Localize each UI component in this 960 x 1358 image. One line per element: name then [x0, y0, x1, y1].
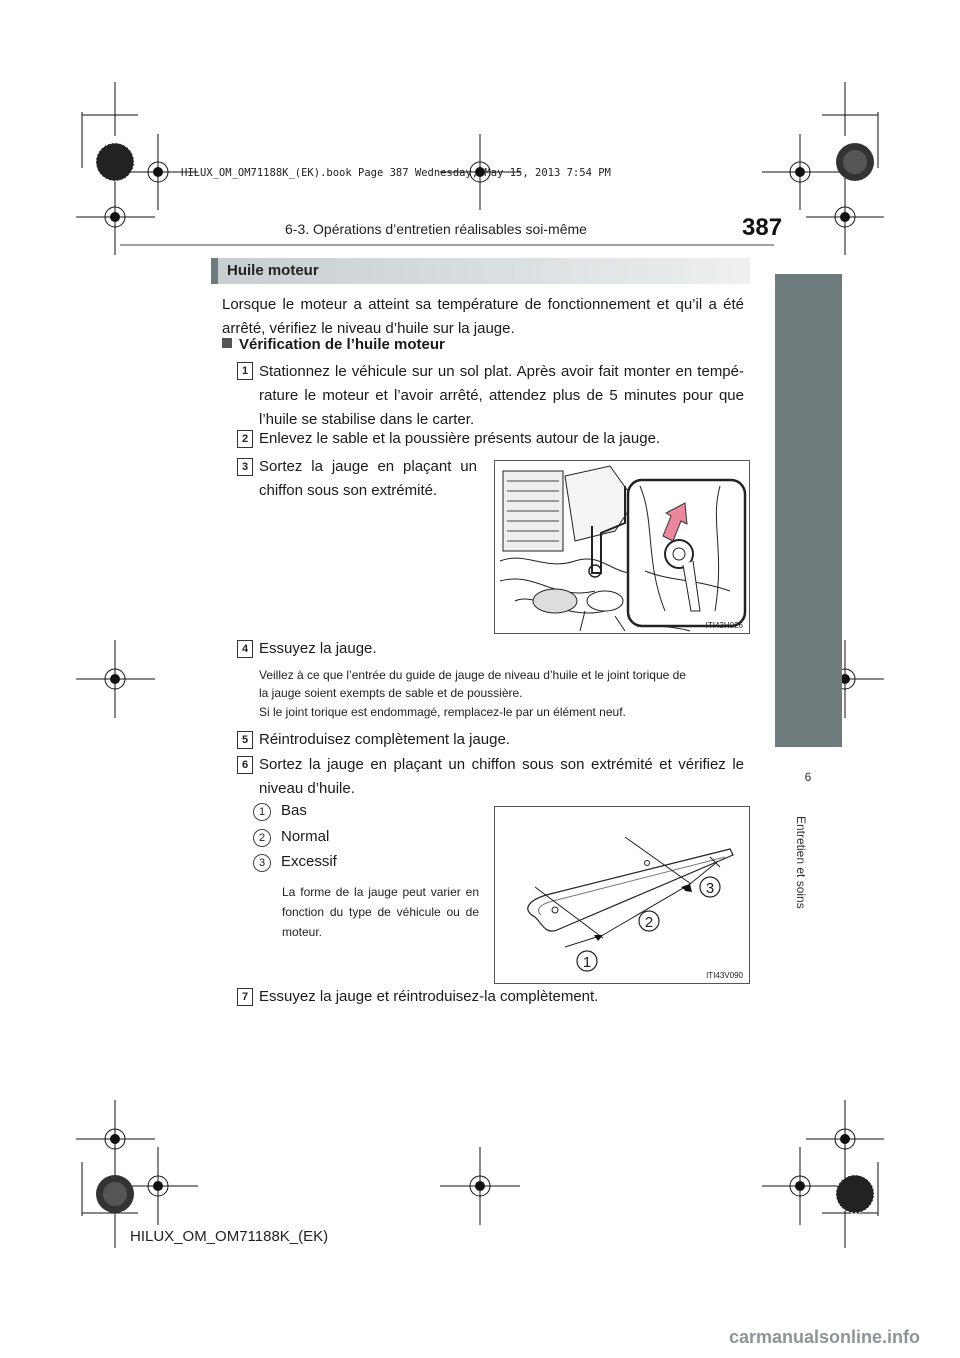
legend-label-normal: Normal — [281, 828, 330, 845]
step-2-text: Enlevez le sable et la poussière présents autour de la jauge. — [259, 430, 661, 447]
step-number-5: 5 — [237, 731, 253, 749]
step-1-text: Stationnez le véhicule sur un sol plat. Après avoir fait monter en température le moteur et l’avoir arrêté, attendez plus de 5 minutes pour que l’huile se stabilise dans le carter. — [259, 363, 744, 428]
step-3-text: Sortez la jauge en plaçant un chiffon sous son extrémité. — [259, 458, 477, 499]
engine-figure-code: ITI43H026 — [705, 621, 743, 630]
dipstick-level-figure — [494, 806, 750, 984]
subheading-text: Vérification de l’huile moteur — [239, 336, 445, 353]
footer-manual-code: HILUX_OM_OM71188K_(EK) — [130, 1228, 329, 1245]
step-5-text: Réintroduisez complètement la jauge. — [259, 731, 510, 748]
legend-number-2: 2 — [253, 829, 271, 847]
step-4-note-line-3: Si le joint torique est endommagé, remplacez-le par un élément neuf. — [259, 705, 626, 719]
print-slug: HILUX_OM_OM71188K_(EK).book Page 387 Wednesday, May 15, 2013 7:54 PM — [181, 167, 611, 179]
legend-label-low: Bas — [281, 802, 307, 819]
step-7-text: Essuyez la jauge et réintroduisez-la complètement. — [259, 988, 599, 1005]
section-heading-bar — [211, 258, 750, 284]
section-heading: Huile moteur — [227, 262, 319, 279]
legend-number-1: 1 — [253, 803, 271, 821]
legend-number-3: 3 — [253, 854, 271, 872]
subheading — [222, 336, 445, 353]
legend-label-excessive: Excessif — [281, 853, 337, 870]
legend-note: La forme de la jauge peut varier en fonction du type de véhicule ou de moteur. — [282, 885, 479, 939]
dipstick-illustration — [495, 807, 749, 983]
section-title: 6-3. Opérations d’entretien réalisables soi-même — [285, 221, 587, 237]
step-number-3: 3 — [237, 458, 253, 476]
engine-bay-illustration — [495, 461, 749, 633]
step-6-text: Sortez la jauge en plaçant un chiffon sous son extrémité et vérifiez le niveau d’huile. — [259, 756, 744, 797]
step-number-1: 1 — [237, 362, 253, 380]
step-number-2: 2 — [237, 430, 253, 448]
chapter-side-tab — [775, 274, 842, 747]
step-number-6: 6 — [237, 756, 253, 774]
dipstick-label-1: 1 — [582, 954, 592, 971]
intro-paragraph: Lorsque le moteur a atteint sa température de fonctionnement et qu’il a été arrêté, vérifiez le niveau d’huile sur la jauge. — [222, 296, 744, 337]
header-rule — [120, 244, 774, 246]
step-number-7: 7 — [237, 988, 253, 1006]
square-bullet-icon — [222, 338, 232, 348]
watermark: carmanualsonline.info — [728, 1327, 920, 1347]
chapter-label: Entretien et soins — [794, 816, 808, 909]
step-4-note-line-2: la jauge soient exempts de sable et de poussière. — [259, 686, 523, 700]
dipstick-label-2: 2 — [644, 914, 654, 931]
engine-dipstick-figure — [494, 460, 750, 634]
dipstick-figure-code: ITI43V090 — [706, 971, 743, 980]
step-4-text: Essuyez la jauge. — [259, 640, 377, 657]
page-number: 387 — [742, 214, 783, 241]
heading-accent — [211, 258, 218, 284]
chapter-number: 6 — [804, 770, 812, 784]
dipstick-label-3: 3 — [705, 880, 715, 897]
step-number-4: 4 — [237, 640, 253, 658]
step-4-note-line-1: Veillez à ce que l’entrée du guide de jauge de niveau d’huile et le joint torique de — [259, 668, 686, 682]
